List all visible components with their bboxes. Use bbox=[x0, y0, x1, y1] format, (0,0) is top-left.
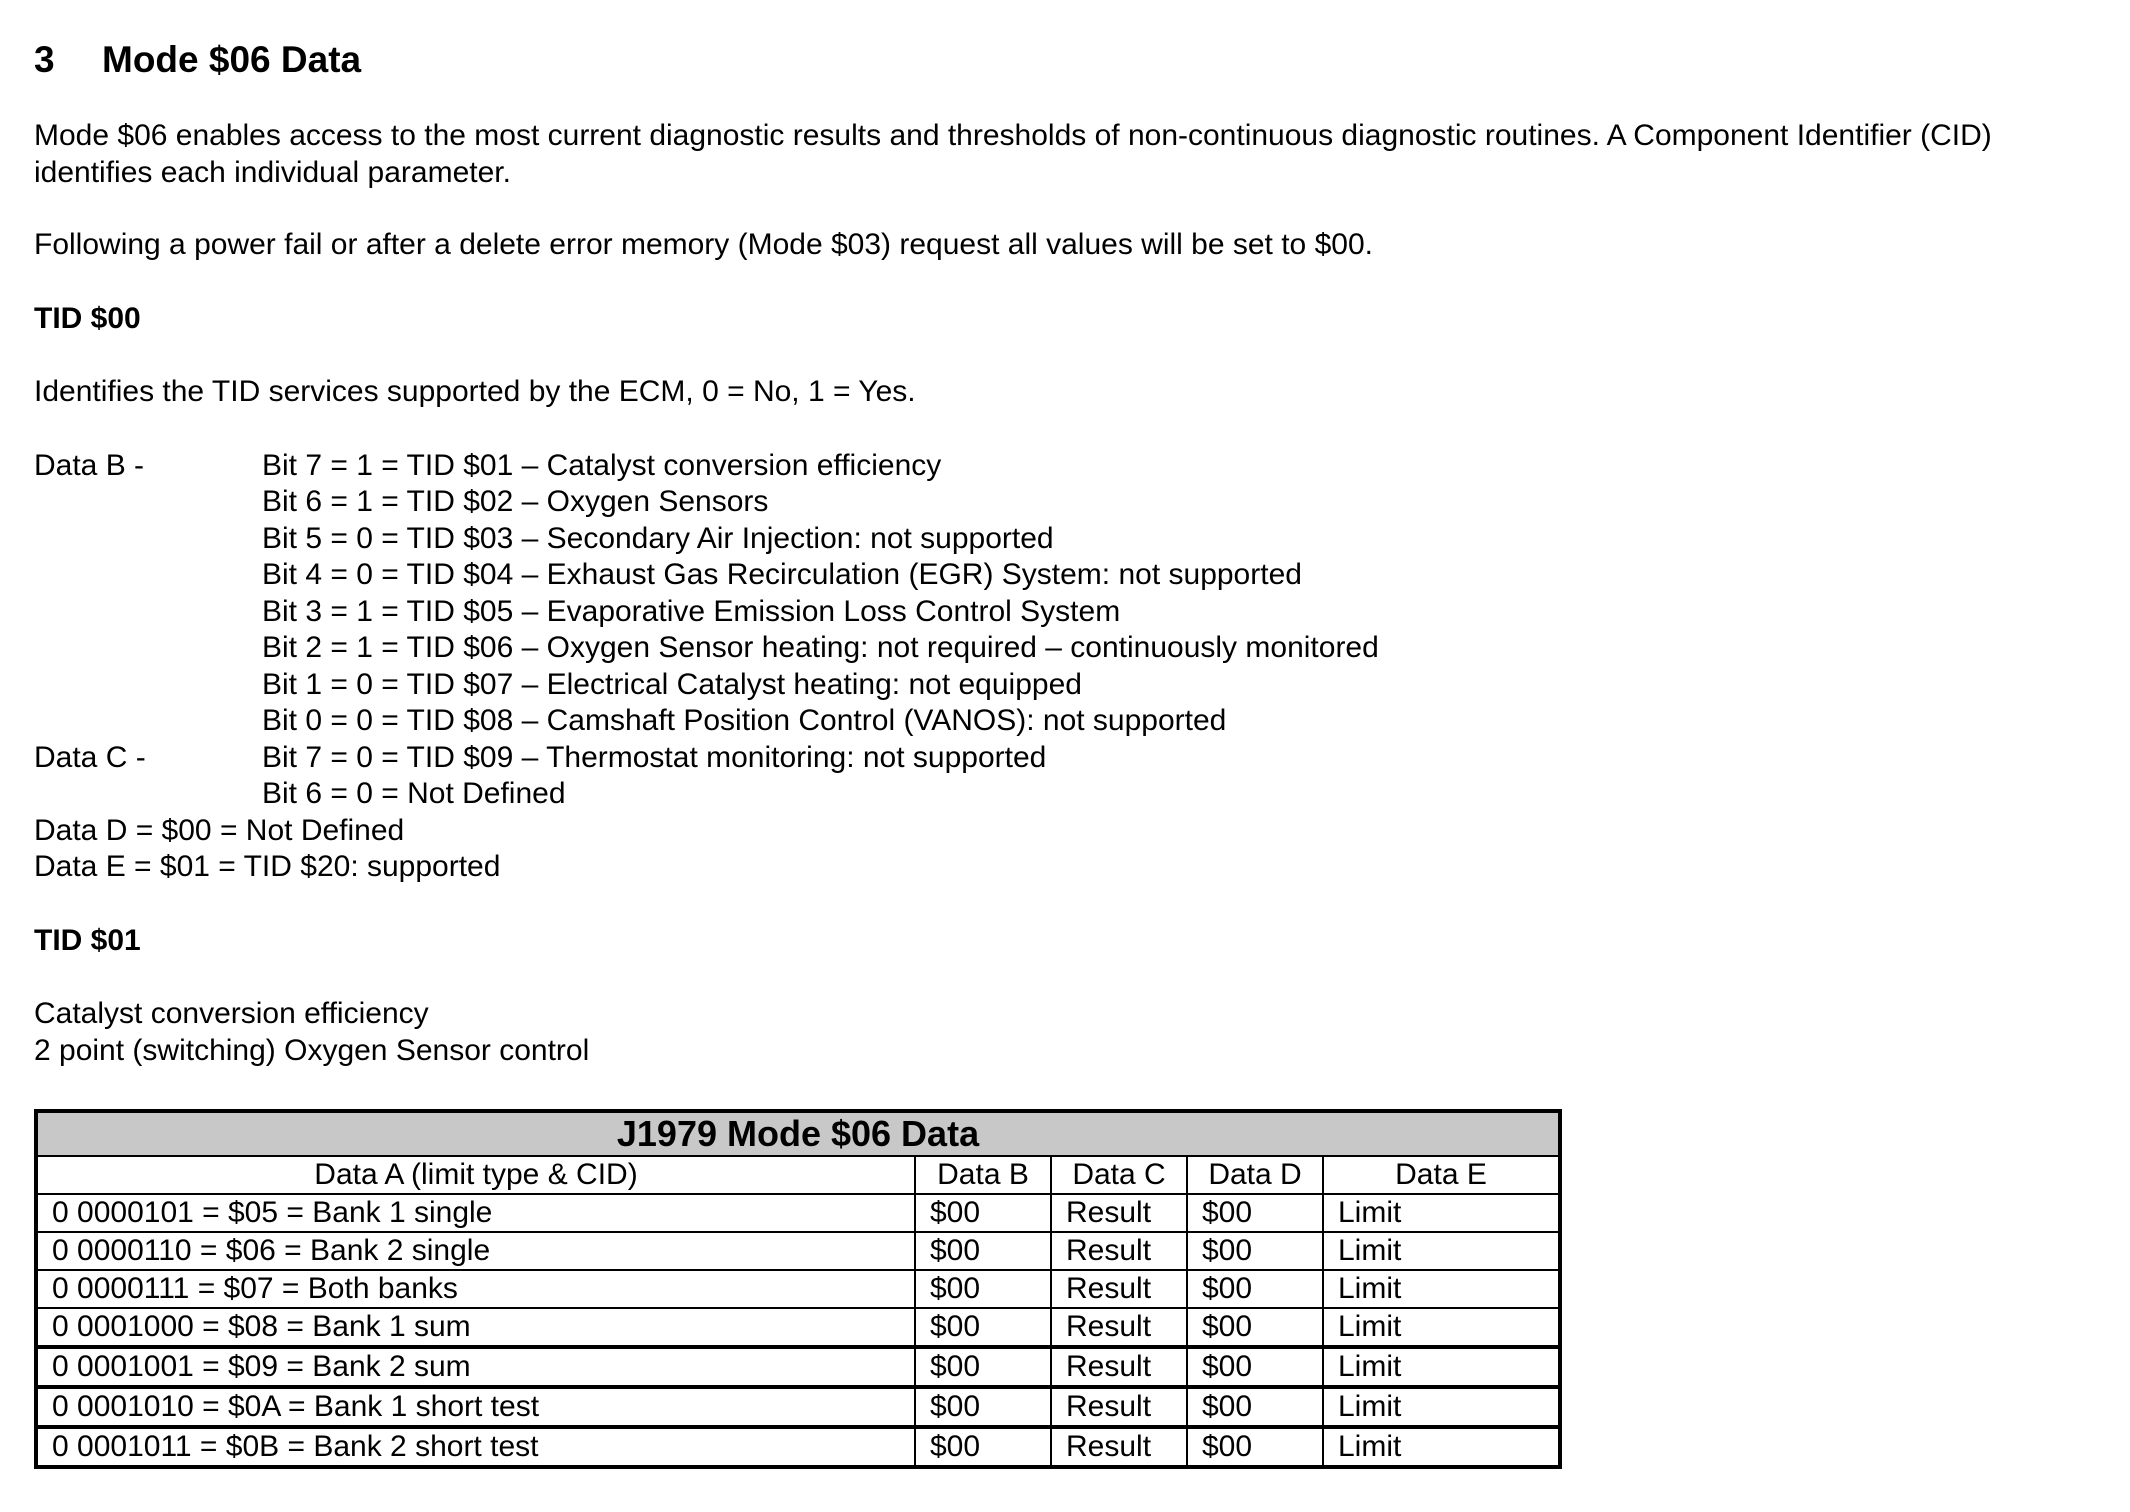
bit-row-label bbox=[34, 703, 262, 740]
bit-row bbox=[34, 740, 2094, 777]
table-cell: Result bbox=[1051, 1270, 1187, 1308]
bit-row bbox=[34, 521, 2094, 558]
column-header: Data A (limit type & CID) bbox=[36, 1156, 915, 1194]
table-cell: Result bbox=[1051, 1427, 1187, 1467]
bit-row bbox=[34, 776, 2094, 813]
table-cell: 0 0001010 = $0A = Bank 1 short test bbox=[36, 1387, 915, 1427]
tid00-heading: TID $00 bbox=[34, 301, 141, 335]
table-cell: $00 bbox=[915, 1427, 1051, 1467]
bit-row-label bbox=[34, 667, 262, 704]
table-cell: 0 0000111 = $07 = Both banks bbox=[36, 1270, 915, 1308]
bit-row-text: Bit 2 = 1 = TID $06 – Oxygen Sensor heating: not required – continuously monitored bbox=[262, 631, 1379, 664]
table-row bbox=[36, 1194, 1560, 1232]
bit-row-text: Bit 7 = 0 = TID $09 – Thermostat monitoring: not supported bbox=[262, 740, 1047, 774]
bit-row-text: Bit 7 = 1 = TID $01 – Catalyst conversion efficiency bbox=[262, 448, 942, 482]
table-row bbox=[36, 1347, 1560, 1387]
table-title-row bbox=[36, 1111, 1560, 1156]
table-cell: Result bbox=[1051, 1387, 1187, 1427]
table-cell: $00 bbox=[915, 1308, 1051, 1347]
table-cell: 0 0000110 = $06 = Bank 2 single bbox=[36, 1232, 915, 1270]
table-row bbox=[36, 1427, 1560, 1467]
bit-row bbox=[34, 448, 2094, 485]
table-cell: $00 bbox=[1187, 1232, 1323, 1270]
table-cell: Result bbox=[1051, 1308, 1187, 1347]
table-cell: 0 0000101 = $05 = Bank 1 single bbox=[36, 1194, 915, 1232]
table-cell: $00 bbox=[915, 1347, 1051, 1387]
bit-row bbox=[34, 484, 2094, 521]
bit-row-text: Bit 5 = 0 = TID $03 – Secondary Air Injection: not supported bbox=[262, 521, 1054, 555]
table-cell: $00 bbox=[1187, 1270, 1323, 1308]
table-row bbox=[36, 1308, 1560, 1347]
bit-row-text: Bit 1 = 0 = TID $07 – Electrical Catalyst heating: not equipped bbox=[262, 667, 1082, 701]
bit-row-text: Bit 4 = 0 = TID $04 – Exhaust Gas Recirculation (EGR) System: not supported bbox=[262, 558, 1302, 591]
table-cell: $00 bbox=[1187, 1427, 1323, 1467]
table-cell: $00 bbox=[915, 1194, 1051, 1232]
document-page bbox=[34, 30, 2094, 1469]
intro-line-2: identifies each individual parameter. bbox=[34, 155, 511, 189]
bit-row-label bbox=[34, 484, 262, 521]
bit-row-label bbox=[34, 521, 262, 558]
table-cell: $00 bbox=[1187, 1308, 1323, 1347]
bit-row bbox=[34, 667, 2094, 704]
table-cell: Limit bbox=[1323, 1427, 1560, 1467]
table-cell: Result bbox=[1051, 1347, 1187, 1387]
table-row bbox=[36, 1232, 1560, 1270]
tid00-description: Identifies the TID services supported by the ECM, 0 = No, 1 = Yes. bbox=[34, 375, 916, 408]
table-cell: $00 bbox=[1187, 1194, 1323, 1232]
table-cell: Limit bbox=[1323, 1387, 1560, 1427]
bit-row bbox=[34, 703, 2094, 740]
table-cell: Result bbox=[1051, 1232, 1187, 1270]
bit-row-label bbox=[34, 594, 262, 631]
table-cell: 0 0001000 = $08 = Bank 1 sum bbox=[36, 1308, 915, 1347]
section-number: 3 bbox=[34, 39, 55, 80]
tid01-line-2: 2 point (switching) Oxygen Sensor control bbox=[34, 1033, 590, 1067]
section-title: Mode $06 Data bbox=[102, 39, 362, 80]
bit-row bbox=[34, 630, 2094, 667]
table-header-row bbox=[36, 1156, 1560, 1194]
column-header: Data C bbox=[1051, 1156, 1187, 1194]
column-header: Data D bbox=[1187, 1156, 1323, 1194]
table-cell: $00 bbox=[915, 1232, 1051, 1270]
bit-row bbox=[34, 557, 2094, 594]
bit-row bbox=[34, 594, 2094, 631]
section-heading bbox=[34, 30, 2094, 90]
table-cell: Limit bbox=[1323, 1194, 1560, 1232]
table-cell: Result bbox=[1051, 1194, 1187, 1232]
table-cell: Limit bbox=[1323, 1232, 1560, 1270]
data-e-line: Data E = $01 = TID $20: supported bbox=[34, 850, 501, 883]
table-row bbox=[36, 1270, 1560, 1308]
table-cell: $00 bbox=[1187, 1387, 1323, 1427]
column-header: Data B bbox=[915, 1156, 1051, 1194]
column-header: Data E bbox=[1323, 1156, 1560, 1194]
table-cell: Limit bbox=[1323, 1270, 1560, 1308]
bit-row-text: Bit 6 = 0 = Not Defined bbox=[262, 777, 566, 810]
bit-row-text: Bit 3 = 1 = TID $05 – Evaporative Emission Loss Control System bbox=[262, 594, 1121, 628]
intro-line-1: Mode $06 enables access to the most current diagnostic results and thresholds of non-continuous diagnostic routines. A Component Identifier (CID) bbox=[34, 119, 1992, 152]
table-cell: 0 0001001 = $09 = Bank 2 sum bbox=[36, 1347, 915, 1387]
tid01-line-1: Catalyst conversion efficiency bbox=[34, 997, 429, 1030]
bit-row-text: Bit 6 = 1 = TID $02 – Oxygen Sensors bbox=[262, 485, 769, 518]
tid01-heading: TID $01 bbox=[34, 923, 141, 957]
table-title: J1979 Mode $06 Data bbox=[36, 1111, 1560, 1156]
table-cell: $00 bbox=[1187, 1347, 1323, 1387]
power-fail-note: Following a power fail or after a delete error memory (Mode $03) request all values will be set to $00. bbox=[34, 228, 1373, 261]
bit-row-label bbox=[34, 776, 262, 813]
table-cell: Limit bbox=[1323, 1347, 1560, 1387]
bit-row-label: Data B - bbox=[34, 448, 145, 482]
mode06-data-table bbox=[34, 1109, 1562, 1469]
table-row bbox=[36, 1387, 1560, 1427]
bit-row-label bbox=[34, 630, 262, 667]
table-cell: Limit bbox=[1323, 1308, 1560, 1347]
tid00-bit-list bbox=[34, 448, 2094, 813]
bit-row-label bbox=[34, 557, 262, 594]
table-cell: $00 bbox=[915, 1387, 1051, 1427]
table-cell: 0 0001011 = $0B = Bank 2 short test bbox=[36, 1427, 915, 1467]
bit-row-label: Data C - bbox=[34, 740, 146, 774]
bit-row-text: Bit 0 = 0 = TID $08 – Camshaft Position Control (VANOS): not supported bbox=[262, 704, 1227, 737]
table-cell: $00 bbox=[915, 1270, 1051, 1308]
data-d-line: Data D = $00 = Not Defined bbox=[34, 813, 405, 847]
